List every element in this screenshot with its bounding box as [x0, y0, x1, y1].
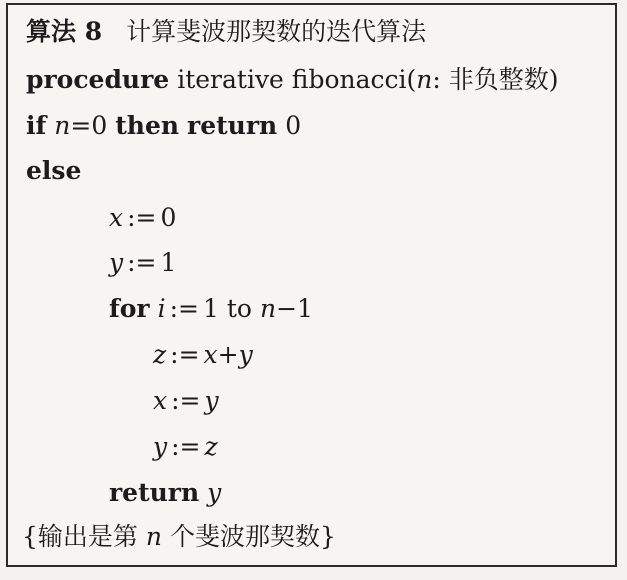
for-end-var: n — [260, 294, 277, 323]
assign-z-plus: + — [217, 340, 239, 369]
assign-x-value: 0 — [160, 203, 177, 232]
algorithm-title-text: 计算斐波那契数的迭代算法 — [126, 17, 427, 46]
assign-x-from-y-line — [153, 386, 219, 416]
return-line — [109, 478, 221, 508]
assign-yz-var: y — [153, 432, 168, 461]
for-var: i — [157, 294, 166, 323]
else-line: else — [26, 156, 82, 185]
return-value: y — [207, 478, 222, 507]
comment-open: {输出是第 — [22, 522, 138, 551]
procedure-name: iterative fibonacci( — [177, 65, 417, 94]
assign-z-line — [153, 340, 253, 370]
assign-yz-value: z — [204, 432, 218, 461]
procedure-param-type: : 非负整数) — [432, 65, 559, 94]
if-line — [26, 111, 301, 141]
if-cond-rest: =0 — [70, 111, 108, 140]
assign-xy-op: := — [171, 386, 201, 415]
assign-z-lhs: x — [203, 340, 218, 369]
algorithm-box — [6, 3, 617, 567]
for-op: := — [169, 294, 199, 323]
assign-z-op: := — [170, 340, 200, 369]
assign-y-var: y — [109, 248, 124, 277]
assign-x-line — [109, 203, 176, 233]
for-line — [109, 294, 313, 324]
for-keyword: for — [109, 294, 150, 323]
if-cond-var: n — [54, 111, 71, 140]
assign-yz-op: := — [171, 432, 201, 461]
comment-close: 个斐波那契数} — [170, 522, 336, 551]
assign-x-op: := — [127, 203, 157, 232]
for-start: 1 — [202, 294, 219, 323]
assign-y-op: := — [127, 248, 157, 277]
assign-z-var: z — [153, 340, 167, 369]
output-comment — [22, 522, 336, 552]
for-end-rest: −1 — [276, 294, 313, 323]
assign-xy-var: x — [153, 386, 168, 415]
algorithm-label: 算法 8 — [26, 17, 103, 46]
procedure-param: n — [416, 65, 433, 94]
procedure-line — [26, 65, 559, 95]
if-return-keyword: return — [187, 111, 278, 140]
assign-y-line — [109, 248, 176, 278]
if-return-value: 0 — [285, 111, 302, 140]
assign-y-from-z-line — [153, 432, 218, 462]
assign-z-rhs: y — [238, 340, 253, 369]
return-keyword: return — [109, 478, 200, 507]
comment-var: n — [145, 522, 163, 551]
procedure-keyword: procedure — [26, 65, 170, 94]
then-keyword: then — [115, 111, 180, 140]
assign-xy-value: y — [204, 386, 219, 415]
algorithm-title — [26, 17, 426, 47]
assign-x-var: x — [109, 203, 124, 232]
if-keyword: if — [26, 111, 47, 140]
assign-y-value: 1 — [160, 248, 177, 277]
for-to-keyword: to — [226, 294, 252, 323]
